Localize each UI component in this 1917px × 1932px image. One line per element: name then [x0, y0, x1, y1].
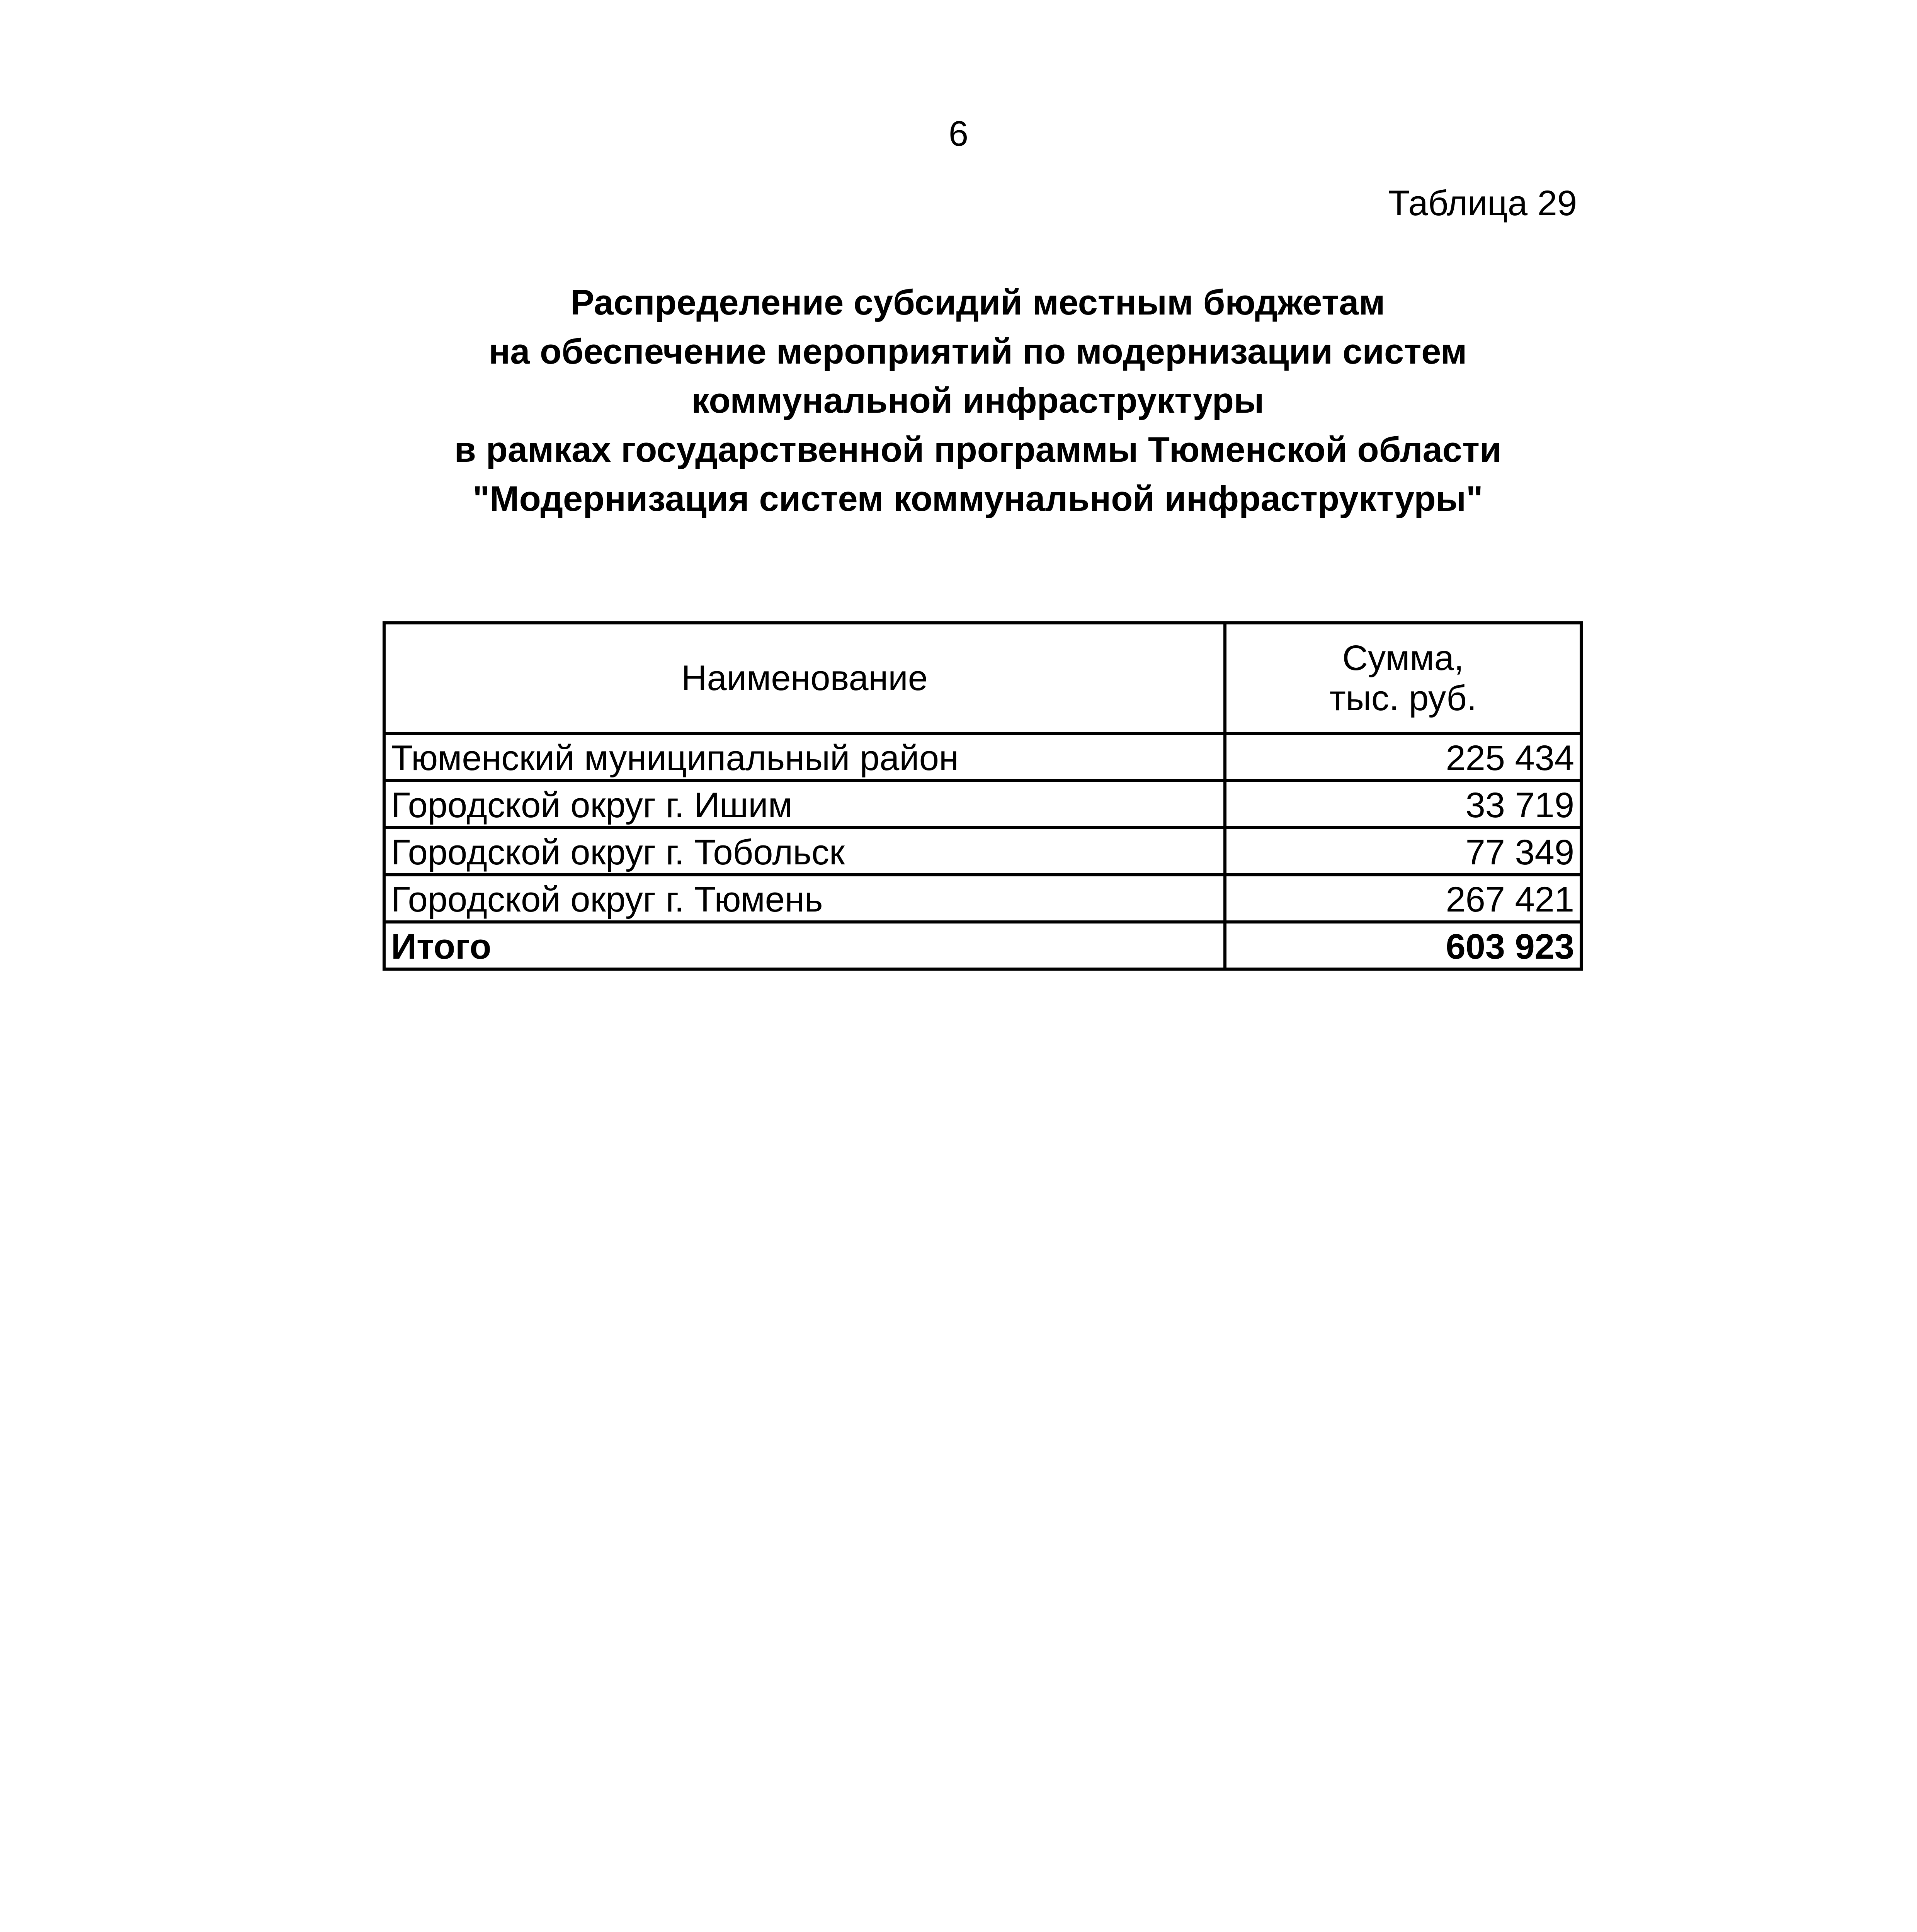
- row-amount: 33 719: [1225, 781, 1581, 828]
- page-number: 6: [948, 114, 969, 153]
- column-header-sum: [1225, 623, 1581, 733]
- row-amount: 77 349: [1225, 828, 1581, 875]
- row-name: Городской округ г. Ишим: [384, 781, 1225, 828]
- column-header-sum-line2: тыс. руб.: [1329, 679, 1477, 718]
- table-row: [384, 733, 1581, 781]
- row-name: Городской округ г. Тюмень: [384, 875, 1225, 922]
- table-header-row: [384, 623, 1581, 733]
- row-amount: 225 434: [1225, 733, 1581, 781]
- title-line: коммунальной инфраструктуры: [691, 381, 1264, 420]
- table-row: [384, 828, 1581, 875]
- table-label: Таблица 29: [1388, 184, 1577, 223]
- row-name: Тюменский муниципальный район: [384, 733, 1225, 781]
- document-title: [0, 278, 1917, 524]
- total-label: Итого: [384, 922, 1225, 969]
- row-name: Городской округ г. Тобольск: [384, 828, 1225, 875]
- total-amount: 603 923: [1225, 922, 1581, 969]
- row-amount: 267 421: [1225, 875, 1581, 922]
- title-line: на обеспечение мероприятий по модернизации систем: [488, 332, 1467, 371]
- table-row: [384, 781, 1581, 828]
- title-line: "Модернизация систем коммунальной инфраструктуры": [473, 479, 1483, 519]
- column-header-name: Наименование: [384, 623, 1225, 733]
- total-row: [384, 922, 1581, 969]
- title-line: в рамках государственной программы Тюменской области: [454, 430, 1502, 469]
- subsidy-table: [383, 621, 1583, 971]
- column-header-sum-line1: Сумма,: [1342, 638, 1464, 678]
- table-row: [384, 875, 1581, 922]
- title-line: Распределение субсидий местным бюджетам: [570, 283, 1385, 322]
